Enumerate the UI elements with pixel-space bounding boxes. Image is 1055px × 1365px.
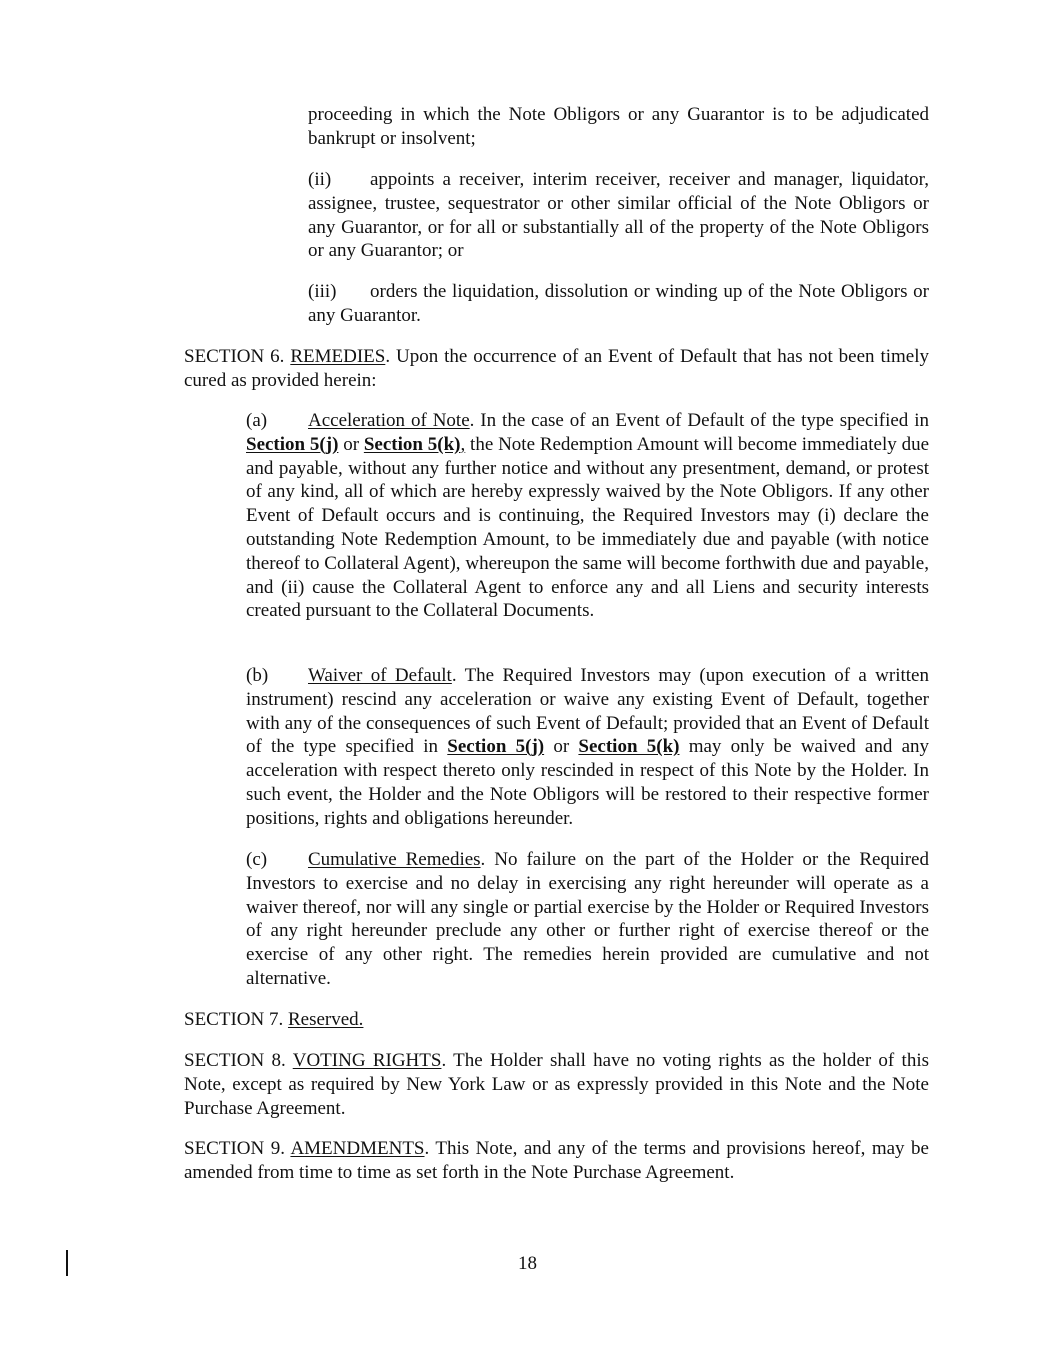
section-label: SECTION 8.: [184, 1050, 286, 1071]
subsection-c: (c) Cumulative Remedies. No failure on the part of the Holder or the Required Investors to exercise and no delay in exercising any right hereunder will operate as a waiver thereof, nor will any single or partial exercise by the Holder or Required Investors of any right hereunder preclude any other or further right of exercise thereof or the exercise of any other right. The remedies herein provided are cumulative and not alternative.: [246, 849, 929, 989]
cross-reference: Section 5(j): [447, 736, 545, 758]
cross-reference: Section 5(j): [246, 433, 339, 455]
section-label: SECTION 7.: [184, 1009, 284, 1030]
subsection-marker: (a): [246, 410, 268, 431]
clause-marker: (iii): [308, 281, 337, 302]
subsection-title: Cumulative Remedies: [308, 849, 481, 870]
subsection-title: Waiver of Default: [308, 665, 452, 686]
subsection-marker: (b): [246, 665, 269, 686]
cross-reference: Section 5(k): [363, 433, 461, 455]
section-title: VOTING RIGHTS: [292, 1050, 442, 1071]
section-9-paragraph: SECTION 9. AMENDMENTS. This Note, and any of the terms and provisions hereof, may be amended from time to time as set forth in the Note Purchase Agreement.: [184, 1138, 929, 1183]
subsection-b: (b) Waiver of Default. The Required Investors may (upon execution of a written instrument) rescind any acceleration or waive any existing Event of Default, together with any of the consequences of such Event of Default; provided that an Event of Default of the type specified in Section 5(j) or Section 5(k) may only be waived and any acceleration with respect thereto only rescinded in respect of this Note by the Holder. In such event, the Holder and the Note Obligors will be restored to their respective former positions, rights and obligations hereunder.: [246, 665, 930, 829]
section-6-heading-paragraph: SECTION 6. REMEDIES. Upon the occurrence of an Event of Default that has not been timely cured as provided herein:: [184, 346, 929, 391]
subsection-title: Acceleration of Note: [308, 410, 470, 431]
section-label: SECTION 6.: [184, 346, 285, 367]
subsection-marker: (c): [246, 849, 268, 870]
section-title: AMENDMENTS: [290, 1138, 425, 1159]
continuation-paragraph: proceeding in which the Note Obligors or any Guarantor is to be adjudicated bankrupt or insolvent;: [308, 104, 929, 149]
section-8-paragraph: SECTION 8. VOTING RIGHTS. The Holder shall have no voting rights as the holder of this Note, except as required by New York Law or as expressly provided in this Note and the Note Purchase Agreement.: [184, 1050, 929, 1119]
clause-ii: (ii) appoints a receiver, interim receiver, receiver and manager, liquidator, assignee, trustee, sequestrator or other similar official of the Note Obligors or any Guarantor, or for all or substantially all of the property of the Note Obligors or any Guarantor; or: [308, 169, 929, 262]
clause-marker: (ii): [308, 169, 332, 190]
clause-iii: (iii) orders the liquidation, dissolution or winding up of the Note Obligors or any Guarantor.: [308, 281, 929, 326]
cross-reference: Section 5(k): [578, 736, 680, 758]
section-7-paragraph: [184, 1008, 929, 1032]
section-label: SECTION 9.: [184, 1138, 285, 1159]
section-title: REMEDIES: [290, 346, 386, 367]
section-title: Reserved.: [287, 1009, 364, 1030]
subsection-a: (a) Acceleration of Note. In the case of an Event of Default of the type specified in Section 5(j) or Section 5(k), the Note Redemption Amount will become immediately due and payable, without any further notice and without any presentment, demand, or protest of any kind, all of which are hereby expressly waived by the Note Obligors. If any other Event of Default occurs and is continuing, the Required Investors may (i) declare the outstanding Note Redemption Amount, to be immediately due and payable (with notice thereof to Collateral Agent), whereupon the same will become forthwith due and payable, and (ii) cause the Collateral Agent to enforce any and all Liens and security interests created pursuant to the Collateral Documents.: [246, 410, 930, 622]
page-number: 18: [518, 1253, 537, 1274]
